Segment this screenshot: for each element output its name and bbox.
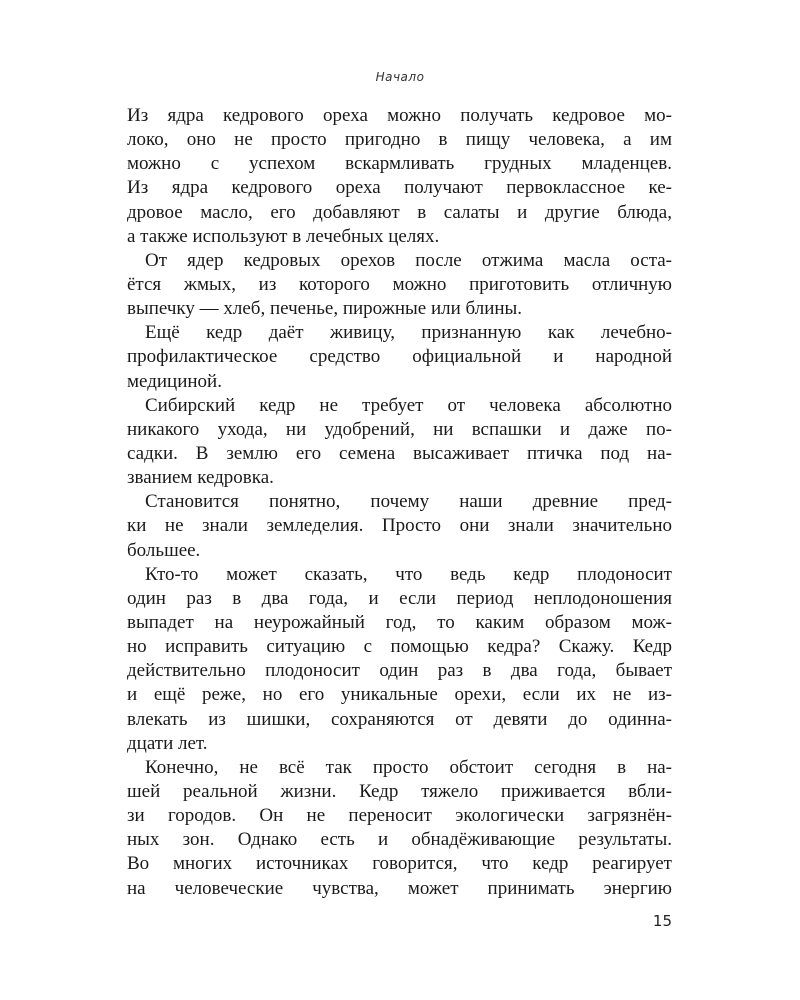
text-line: ных зон. Однако есть и обнадёживающие результаты. bbox=[127, 829, 672, 851]
running-head: Начало bbox=[375, 70, 425, 84]
text-line: выпадет на неурожайный год, то каким образом мож- bbox=[127, 611, 672, 633]
text-line: но исправить ситуацию с помощью кедра? Скажу. Кедр bbox=[127, 636, 672, 658]
text-line: действительно плодоносит один раз в два года, бывает bbox=[127, 660, 672, 682]
text-line: большее. bbox=[127, 539, 201, 561]
text-line: можно с успехом вскармливать грудных младенцев. bbox=[127, 153, 672, 175]
text-line: ки не знали земледелия. Просто они знали значительно bbox=[127, 515, 672, 537]
text-line: зи городов. Он не переносит экологически загрязнён- bbox=[127, 805, 672, 827]
text-line: Ещё кедр даёт живицу, признанную как лечебно- bbox=[145, 322, 672, 344]
text-line: званием кедровка. bbox=[127, 467, 274, 489]
text-line: дцати лет. bbox=[127, 732, 208, 754]
text-line: шей реальной жизни. Кедр тяжело приживается вбли- bbox=[127, 780, 672, 802]
text-line: профилактическое средство официальной и народной bbox=[127, 346, 672, 368]
text-line: а также используют в лечебных целях. bbox=[127, 225, 440, 247]
text-line: локо, оно не просто пригодно в пищу человека, а им bbox=[127, 129, 672, 151]
text-line: Из ядра кедрового ореха получают первоклассное ке- bbox=[127, 177, 672, 199]
text-line: Конечно, не всё так просто обстоит сегодня в на- bbox=[145, 756, 672, 778]
text-line: выпечку — хлеб, печенье, пирожные или блины. bbox=[127, 298, 523, 320]
text-line: Во многих источниках говорится, что кедр реагирует bbox=[127, 853, 672, 875]
text-line: ётся жмых, из которого можно приготовить отличную bbox=[127, 273, 672, 295]
text-line: Становится понятно, почему наши древние пред- bbox=[145, 491, 672, 513]
text-line: Из ядра кедрового ореха можно получать кедровое мо- bbox=[127, 105, 672, 126]
body-text bbox=[127, 104, 672, 901]
text-line: Сибирский кедр не требует от человека абсолютно bbox=[145, 394, 672, 416]
text-line: влекать из шишки, сохраняются от девяти до одинна- bbox=[127, 708, 672, 730]
text-line: один раз в два года, и если период неплодоношения bbox=[127, 587, 672, 609]
page-number: 15 bbox=[652, 912, 672, 930]
text-line: и ещё реже, но его уникальные орехи, если их не из- bbox=[127, 684, 672, 706]
text-line: никакого ухода, ни удобрений, ни вспашки и даже по- bbox=[127, 418, 672, 440]
text-line: От ядер кедровых орехов после отжима масла оста- bbox=[145, 249, 672, 271]
text-line: Кто-то может сказать, что ведь кедр плодоносит bbox=[145, 563, 672, 585]
text-line: медициной. bbox=[127, 370, 222, 392]
text-line: на человеческие чувства, может принимать энергию bbox=[127, 877, 672, 899]
text-line: дровое масло, его добавляют в салаты и другие блюда, bbox=[127, 201, 672, 223]
text-line: садки. В землю его семена высаживает птичка под на- bbox=[127, 442, 672, 464]
